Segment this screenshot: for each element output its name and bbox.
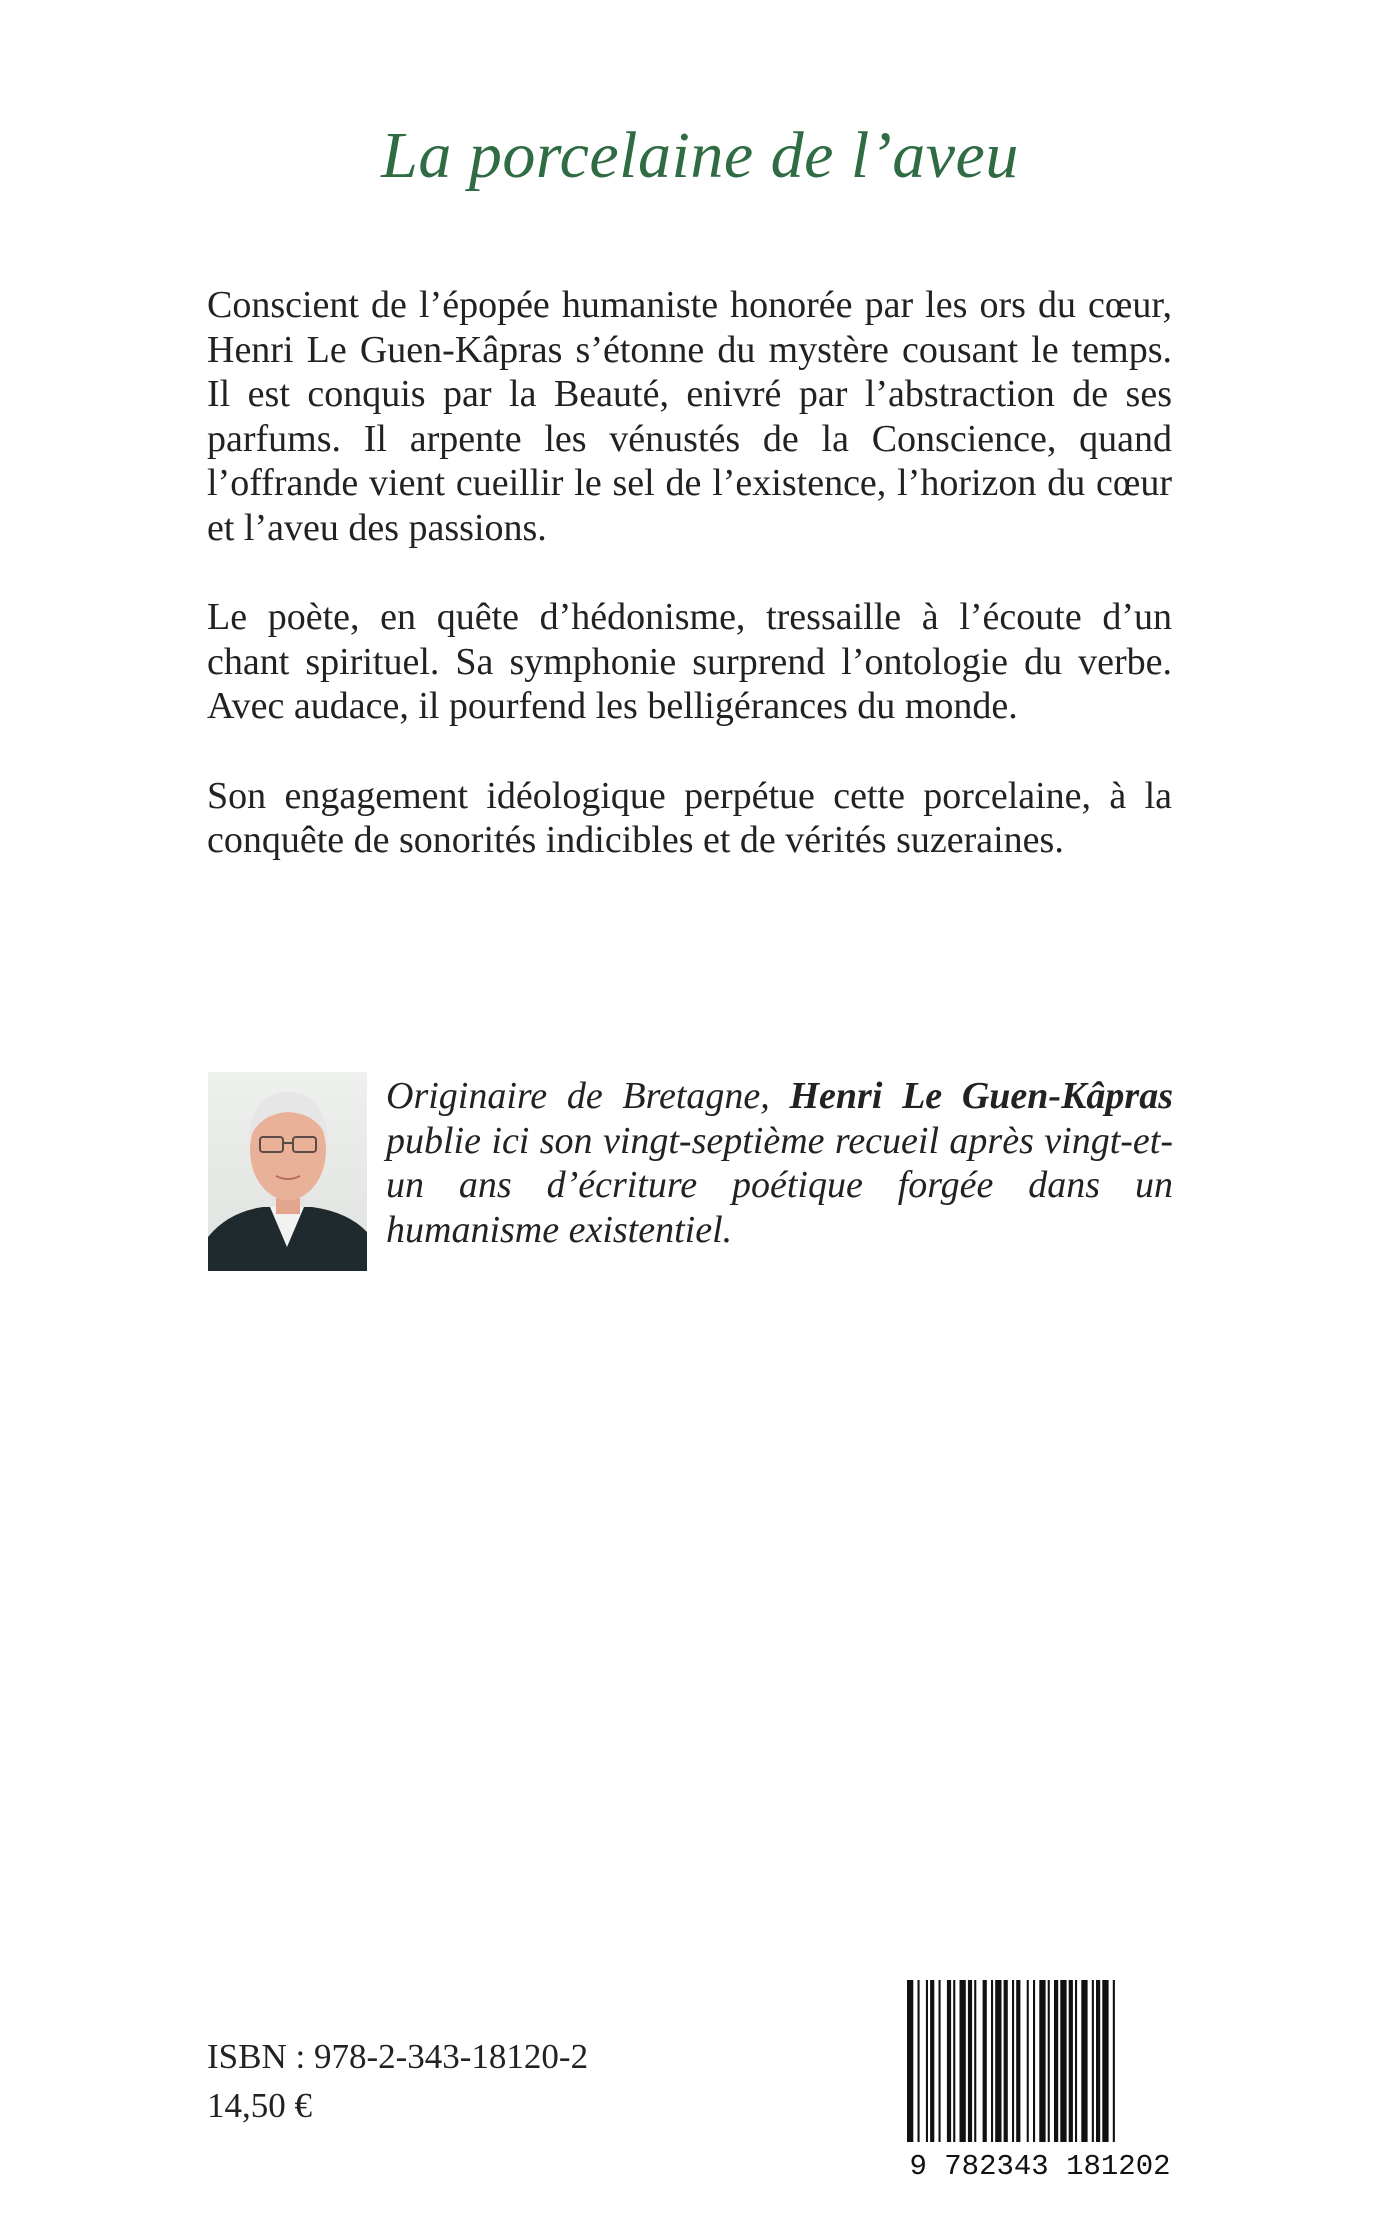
- barcode-bar: [1016, 1980, 1020, 2142]
- book-title: La porcelaine de l’aveu: [381, 119, 1019, 192]
- barcode-bar: [918, 1980, 920, 2142]
- barcode-bar: [1039, 1980, 1045, 2142]
- barcode-bar: [1096, 1980, 1100, 2142]
- barcode: [903, 1980, 1178, 2180]
- barcode-bar: [1033, 1980, 1035, 2142]
- barcode-bar: [953, 1980, 955, 2142]
- blurb-paragraph-3: Son engagement idéologique perpétue cette porcelaine, à la conquête de sonorités indicibles et de vérités suzeraines.: [207, 774, 1172, 861]
- blurb-paragraph-2: Le poète, en quête d’hédonisme, tressaille à l’écoute d’un chant spirituel. Sa symphonie surprend l’ontologie du verbe. Avec audace, il pourfend les belligérances du monde.: [207, 596, 1172, 727]
- barcode-bar: [1092, 1980, 1094, 2142]
- barcode-bar: [1027, 1980, 1029, 2142]
- barcode-bar: [983, 1980, 987, 2142]
- blurb-paragraph-1: Conscient de l’épopée humaniste honorée par les ors du cœur, Henri Le Guen-Kâpras s’étonne du mystère cousant le temps. Il est conquis par la Beauté, enivré par l’abstraction de ses parfums. Il arpente les vénustés de la Conscience, quand l’offrande vient cueillir le sel de l’existence, l’horizon du cœur et l’aveu des passions.: [207, 284, 1172, 549]
- barcode-number: 9 782343 181202: [909, 2150, 1171, 2180]
- bio-author-name: Henri Le Guen-Kâpras: [789, 1075, 1173, 1117]
- barcode-bar: [968, 1980, 972, 2142]
- barcode-bar: [1102, 1980, 1108, 2142]
- barcode-bar: [939, 1980, 941, 2142]
- barcode-bar: [907, 1980, 913, 2142]
- barcode-bar: [1075, 1980, 1077, 2142]
- price: 14,50 €: [207, 2086, 312, 2125]
- blurb: [207, 283, 1172, 908]
- barcode-bar: [947, 1980, 951, 2142]
- bio-intro: Originaire de Bretagne,: [386, 1075, 770, 1117]
- barcode-bar: [995, 1980, 1001, 2142]
- barcode-bar: [1012, 1980, 1014, 2142]
- barcode-bar: [1069, 1980, 1073, 2142]
- barcode-bar: [1113, 1980, 1115, 2142]
- isbn: ISBN : 978-2-343-18120-2: [207, 2037, 589, 2076]
- barcode-bar: [960, 1980, 966, 2142]
- bio-text: publie ici son vingt-septième recueil après vingt-et-un ans d’écriture poétique forgée dans un humanisme existentiel.: [386, 1119, 1173, 1251]
- author-bio: [386, 1074, 1173, 1252]
- barcode-bar: [930, 1980, 934, 2142]
- barcode-bar: [991, 1980, 993, 2142]
- barcode-bar: [1054, 1980, 1058, 2142]
- barcode-bar: [926, 1980, 928, 2142]
- barcode-bar: [974, 1980, 976, 2142]
- barcode-bar: [1048, 1980, 1050, 2142]
- barcode-bar: [1060, 1980, 1066, 2142]
- barcode-bar: [1081, 1980, 1087, 2142]
- author-photo: [208, 1072, 367, 1271]
- barcode-bar: [1004, 1980, 1008, 2142]
